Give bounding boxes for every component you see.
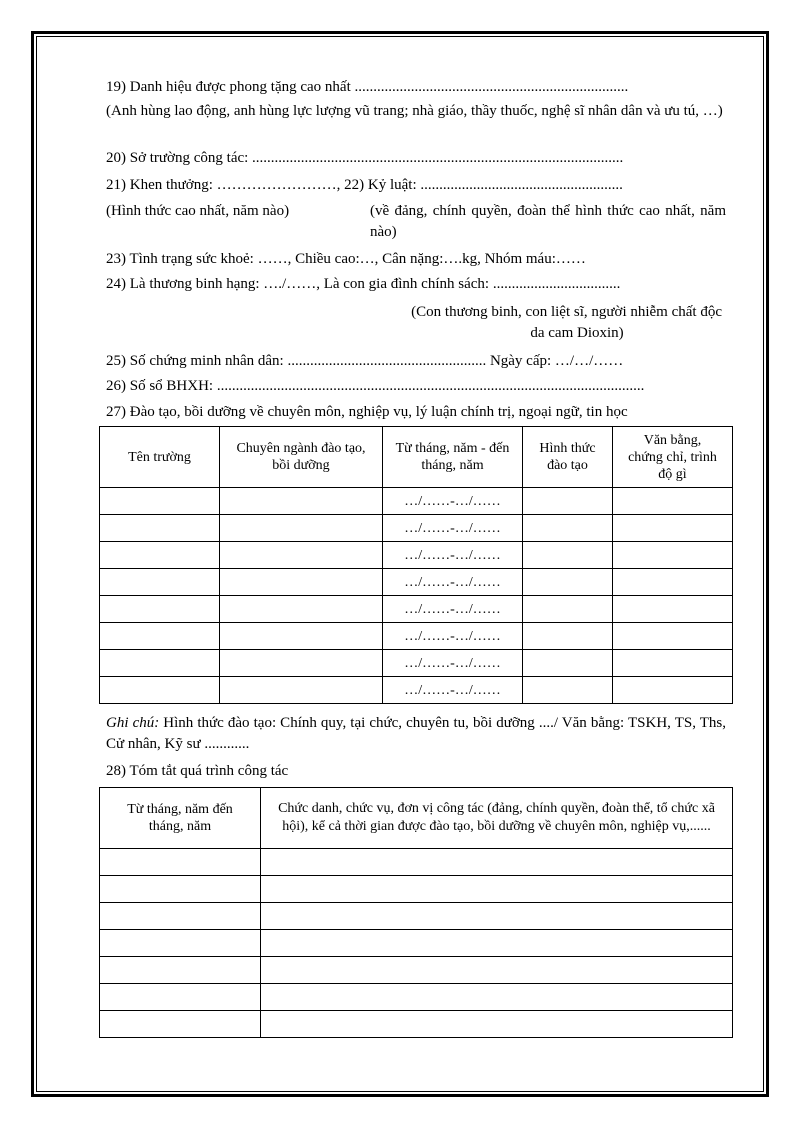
table-row — [100, 984, 733, 1011]
table-row — [100, 930, 733, 957]
table-cell[interactable] — [613, 515, 733, 542]
table-cell[interactable] — [220, 650, 383, 677]
item-24-note-line-1: (Con thương binh, con liệt sĩ, người nhiễm chất độc — [411, 304, 722, 320]
table-row — [100, 542, 733, 569]
item-20: 20) Sở trường công tác: ................................................................................................... — [106, 150, 624, 166]
item-21-note: (Hình thức cao nhất, năm nào) — [106, 203, 290, 219]
table-cell[interactable] — [523, 623, 613, 650]
table-cell[interactable]: …/……-…/…… — [383, 542, 523, 569]
table-cell[interactable] — [220, 515, 383, 542]
header-chuyen-nganh: Chuyên ngành đào tạo, bồi dưỡng — [220, 427, 383, 488]
table-cell[interactable] — [523, 542, 613, 569]
table-cell[interactable] — [523, 488, 613, 515]
table-cell[interactable] — [523, 650, 613, 677]
item-21-22: 21) Khen thưởng: ……………………, 22) Kỷ luật: ...................................................... — [106, 177, 623, 193]
table-cell[interactable] — [100, 515, 220, 542]
table-cell[interactable] — [100, 569, 220, 596]
table-row — [100, 596, 733, 623]
note-text: Hình thức đào tạo: Chính quy, tại chức, chuyên tu, bồi dưỡng ..../ Văn bằng: TSKH, TS, Ths, Cử nhân, Kỹ sư ............ — [106, 715, 727, 752]
item-23: 23) Tình trạng sức khoẻ: ……, Chiều cao:…, Cân nặng:….kg, Nhóm máu:…… — [106, 251, 586, 267]
header-hinh-thuc: Hình thức đào tạo — [523, 427, 613, 488]
table-cell[interactable] — [220, 596, 383, 623]
table-cell[interactable] — [100, 1011, 261, 1038]
item-19: 19) Danh hiệu được phong tặng cao nhất ......................................................................... — [106, 79, 629, 95]
table-cell[interactable]: …/……-…/…… — [383, 677, 523, 704]
training-table — [99, 426, 733, 704]
table-cell[interactable] — [100, 930, 261, 957]
table-cell[interactable] — [613, 650, 733, 677]
item-24: 24) Là thương binh hạng: …./……, Là con gia đình chính sách: .................................. — [106, 276, 621, 292]
item-27: 27) Đào tạo, bồi dưỡng về chuyên môn, nghiệp vụ, lý luận chính trị, ngoại ngữ, tin học — [106, 404, 628, 420]
table-cell[interactable]: …/……-…/…… — [383, 623, 523, 650]
table-cell[interactable] — [261, 1011, 733, 1038]
table-cell[interactable]: …/……-…/…… — [383, 596, 523, 623]
table-cell[interactable] — [100, 542, 220, 569]
table-cell[interactable] — [100, 488, 220, 515]
table-cell[interactable]: …/……-…/…… — [383, 569, 523, 596]
item-19-note: (Anh hùng lao động, anh hùng lực lượng vũ trang; nhà giáo, thầy thuốc, nghệ sĩ nhân dân và ưu tú, …) — [106, 103, 723, 119]
table-row — [100, 677, 733, 704]
table-row — [100, 849, 733, 876]
table-cell[interactable] — [100, 849, 261, 876]
header-ten-truong: Tên trường — [100, 427, 220, 488]
table-cell[interactable]: …/……-…/…… — [383, 650, 523, 677]
table-cell[interactable] — [261, 930, 733, 957]
table-cell[interactable] — [100, 650, 220, 677]
item-26: 26) Số sổ BHXH: .................................................................................................................. — [106, 378, 645, 394]
table-row — [100, 903, 733, 930]
table-cell[interactable] — [100, 957, 261, 984]
table-cell[interactable] — [220, 677, 383, 704]
table-cell[interactable] — [613, 569, 733, 596]
table-row — [100, 1011, 733, 1038]
table-cell[interactable] — [220, 569, 383, 596]
training-table-header-row — [100, 427, 733, 488]
item-25: 25) Số chứng minh nhân dân: ..................................................... Ngày cấp: …/…/…… — [106, 353, 624, 369]
item-22-note: (về đảng, chính quyền, đoàn thể hình thức cao nhất, năm nào) — [370, 203, 726, 240]
table-cell[interactable] — [100, 623, 220, 650]
work-table-header-row — [100, 788, 733, 849]
table-cell[interactable] — [261, 849, 733, 876]
header-tu-thang-nam: Từ tháng, năm đến tháng, năm — [100, 788, 261, 849]
training-note — [106, 713, 726, 755]
table-row — [100, 876, 733, 903]
table-row — [100, 650, 733, 677]
table-cell[interactable] — [100, 677, 220, 704]
table-cell[interactable] — [613, 542, 733, 569]
note-label: Ghi chú: — [106, 715, 160, 731]
table-cell[interactable] — [100, 984, 261, 1011]
table-cell[interactable] — [523, 515, 613, 542]
table-cell[interactable] — [613, 488, 733, 515]
header-chuc-danh: Chức danh, chức vụ, đơn vị công tác (đảng, chính quyền, đoàn thể, tổ chức xã hội), kể cả thời gian được đào tạo, bồi dưỡng về chuyên môn, nghiệp vụ,...... — [261, 788, 733, 849]
table-cell[interactable] — [261, 903, 733, 930]
table-cell[interactable] — [261, 876, 733, 903]
work-table — [99, 787, 733, 1038]
table-cell[interactable] — [613, 596, 733, 623]
table-cell[interactable] — [100, 596, 220, 623]
table-cell[interactable] — [613, 623, 733, 650]
header-thoi-gian: Từ tháng, năm - đến tháng, năm — [383, 427, 523, 488]
table-row — [100, 623, 733, 650]
table-row — [100, 569, 733, 596]
table-cell[interactable] — [523, 677, 613, 704]
table-cell[interactable] — [523, 596, 613, 623]
table-cell[interactable] — [100, 876, 261, 903]
table-cell[interactable]: …/……-…/…… — [383, 515, 523, 542]
table-cell[interactable] — [613, 677, 733, 704]
table-cell[interactable] — [261, 957, 733, 984]
table-cell[interactable] — [220, 542, 383, 569]
table-cell[interactable]: …/……-…/…… — [383, 488, 523, 515]
table-cell[interactable] — [261, 984, 733, 1011]
table-row — [100, 957, 733, 984]
item-24-note-line-2: da cam Dioxin) — [530, 325, 624, 341]
table-row — [100, 515, 733, 542]
table-row — [100, 488, 733, 515]
header-van-bang: Văn bằng, chứng chỉ, trình độ gì — [613, 427, 733, 488]
table-cell[interactable] — [220, 623, 383, 650]
table-cell[interactable] — [523, 569, 613, 596]
item-28: 28) Tóm tắt quá trình công tác — [106, 763, 289, 779]
item-24-note — [340, 302, 724, 344]
table-cell[interactable] — [100, 903, 261, 930]
table-cell[interactable] — [220, 488, 383, 515]
